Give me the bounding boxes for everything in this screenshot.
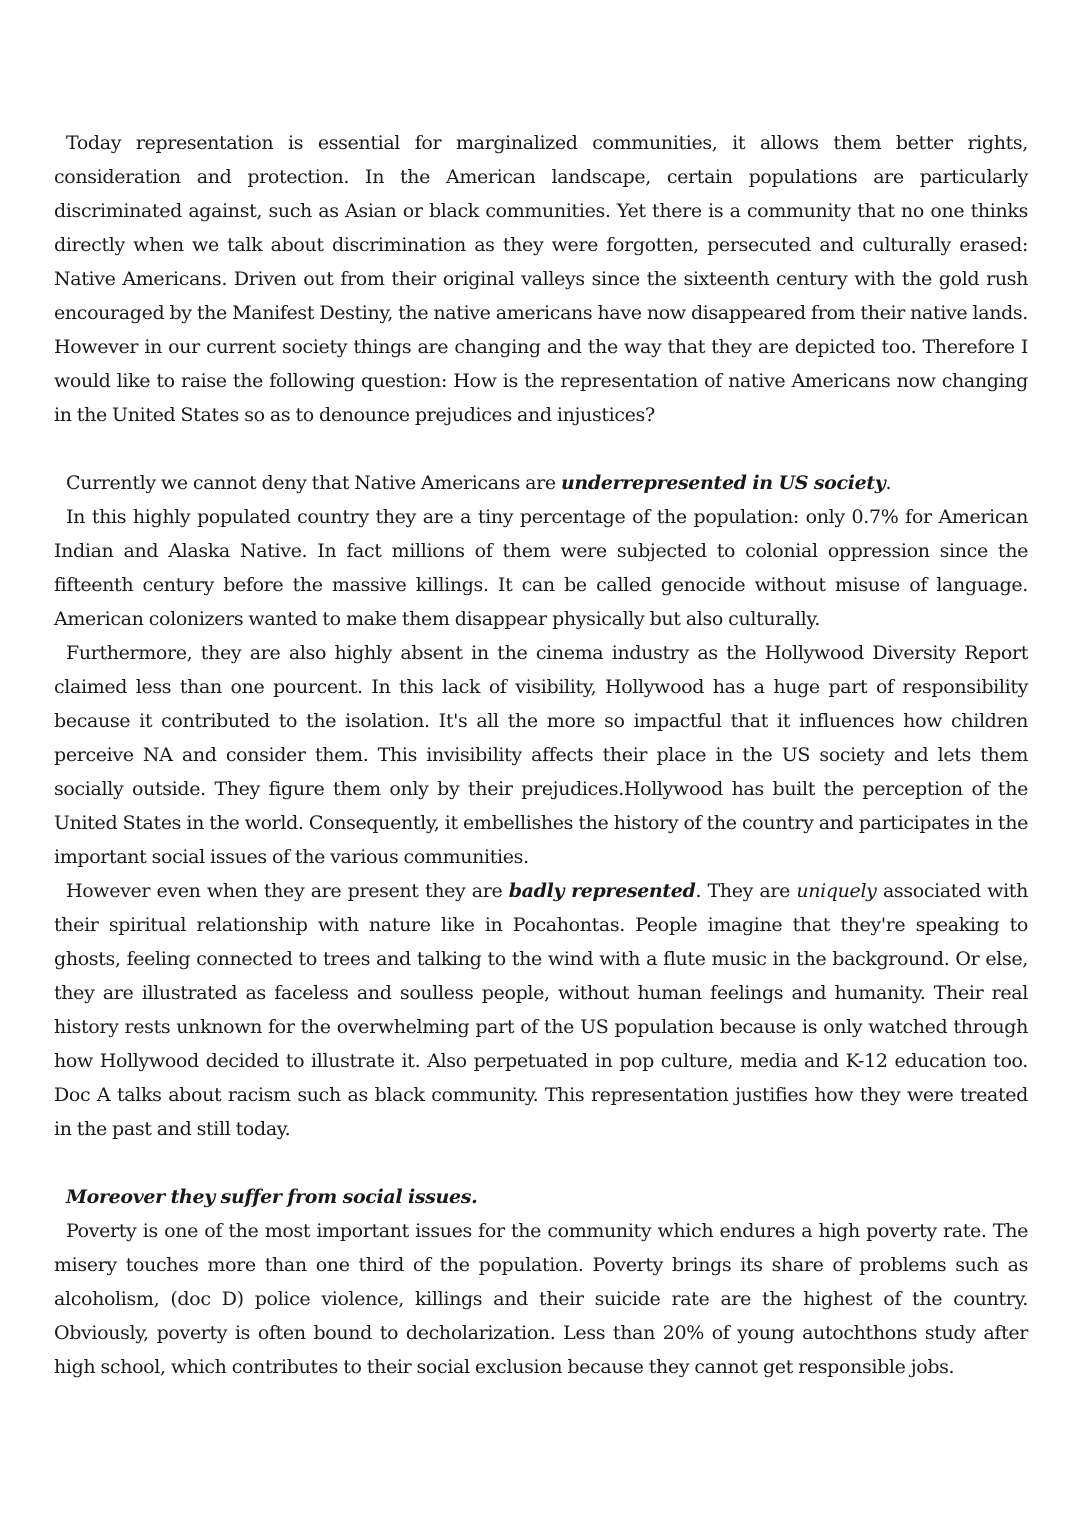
paragraph-gap xyxy=(54,432,1028,466)
section1-lead-paragraph xyxy=(54,466,1028,500)
lead-text: Currently we cannot deny that Native Americans are xyxy=(66,472,561,494)
representation-paragraph xyxy=(54,874,1028,1146)
p3-emphasis: badly represented xyxy=(508,880,696,902)
lead-emphasis: underrepresented in US society xyxy=(560,472,886,494)
intro-paragraph: Today representation is essential for marginalized communities, it allows them better rights, consideration and protection. In the American landscape, certain populations are particularly discriminated against, such as Asian or black communities. Yet there is a community that no one thinks directly when we talk about discrimination as they were forgotten, persecuted and culturally erased: Native Americans. Driven out from their original valleys since the sixteenth century with the gold rush encouraged by the Manifest Destiny, the native americans have now disappeared from their native lands. However in our current society things are changing and the way that they are depicted too. Therefore I would like to raise the following question: How is the representation of native Americans now changing in the United States so as to denounce prejudices and injustices? xyxy=(54,132,1028,426)
lead-period: . xyxy=(885,472,892,494)
p3-text-start: However even when they are present they are xyxy=(66,880,509,902)
p3-italic: uniquely xyxy=(796,880,877,902)
poverty-paragraph: Poverty is one of the most important issues for the community which endures a high poverty rate. The misery touches more than one third of the population. Poverty brings its share of problems such as alcoholism, (doc D) police violence, killings and their suicide rate are the highest of the country. Obviously, poverty is often bound to decholarization. Less than 20% of young autochthons study after high school, which contributes to their social exclusion because they cannot get responsible jobs. xyxy=(54,1220,1028,1378)
hollywood-paragraph: Furthermore, they are also highly absent in the cinema industry as the Hollywood Diversity Report claimed less than one pourcent. In this lack of visibility, Hollywood has a huge part of responsibility because it contributed to the isolation. It's all the more so impactful that it influences how children perceive NA and consider them. This invisibility affects their place in the US society and lets them socially outside. They figure them only by their prejudices.Hollywood has built the perception of the United States in the world. Consequently, it embellishes the history of the country and participates in the important social issues of the various communities. xyxy=(54,642,1028,868)
paragraph-gap xyxy=(54,1146,1028,1180)
population-paragraph: In this highly populated country they are a tiny percentage of the population: only 0.7% for American Indian and Alaska Native. In fact millions of them were subjected to colonial oppression since the fifteenth century before the massive killings. It can be called genocide without misuse of language. American colonizers wanted to make them disappear physically but also culturally. xyxy=(54,506,1028,630)
p3-text-end: associated with their spiritual relationship with nature like in Pocahontas. People imagine that they're speaking to ghosts, feeling connected to trees and talking to the wind with a flute music in the background. Or else, they are illustrated as faceless and soulless people, without human feelings and humanity. Their real history rests unknown for the overwhelming part of the US population because is only watched through how Hollywood decided to illustrate it. Also perpetuated in pop culture, media and K-12 education too. Doc A talks about racism such as black community. This representation justifies how they were treated in the past and still today. xyxy=(54,880,1028,1140)
document-page xyxy=(54,126,1028,1384)
p3-text-mid: . They are xyxy=(695,880,797,902)
section2-heading: Moreover they suffer from social issues. xyxy=(66,1186,478,1208)
